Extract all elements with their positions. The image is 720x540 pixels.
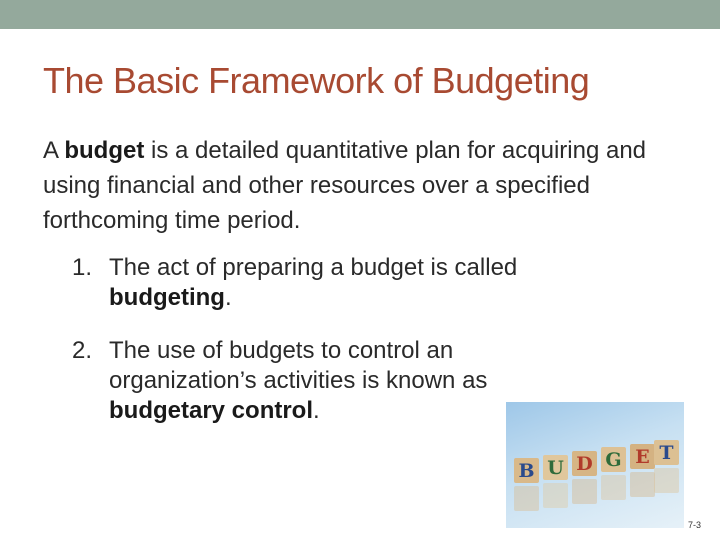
- letter-block: U: [543, 455, 568, 480]
- list-item-number: 2.: [72, 337, 93, 364]
- list-item-term: budgetary control: [109, 397, 314, 424]
- block-reflection: [514, 486, 539, 511]
- list-item-text: The use of budgets to control an organization’s activities is known as: [109, 337, 488, 394]
- slide-title: The Basic Framework of Budgeting: [43, 60, 590, 101]
- block-reflection: [630, 472, 655, 497]
- block-reflection: [572, 479, 597, 504]
- block-reflection: [543, 483, 568, 508]
- letter-block: B: [514, 458, 539, 483]
- page-number: 7-3: [688, 520, 702, 530]
- letter-block: G: [601, 447, 626, 472]
- list-item-body: [109, 253, 532, 313]
- intro-lead: A: [43, 137, 65, 164]
- intro-term: budget: [64, 137, 145, 164]
- letter-block: T: [654, 440, 679, 465]
- list-item: [72, 336, 532, 426]
- budget-blocks-image: [506, 402, 684, 528]
- list-item-number: 1.: [72, 254, 93, 281]
- block-reflection: [601, 475, 626, 500]
- header-bar: [0, 0, 720, 29]
- list-item: [72, 253, 532, 313]
- letter-block: D: [572, 451, 597, 476]
- intro-paragraph: [43, 133, 683, 238]
- letter-block: E: [630, 444, 655, 469]
- list-item-text: The act of preparing a budget is called: [109, 254, 518, 281]
- list-item-term: budgeting: [109, 284, 225, 311]
- list-item-end: .: [313, 397, 320, 424]
- intro-rest: is a detailed quantitative plan for acquiring and using financial and other resources over a specified forthcoming time period.: [43, 137, 647, 234]
- block-reflection: [654, 468, 679, 493]
- list-item-body: [109, 336, 532, 426]
- list-item-end: .: [224, 284, 232, 311]
- numbered-list: [72, 253, 532, 426]
